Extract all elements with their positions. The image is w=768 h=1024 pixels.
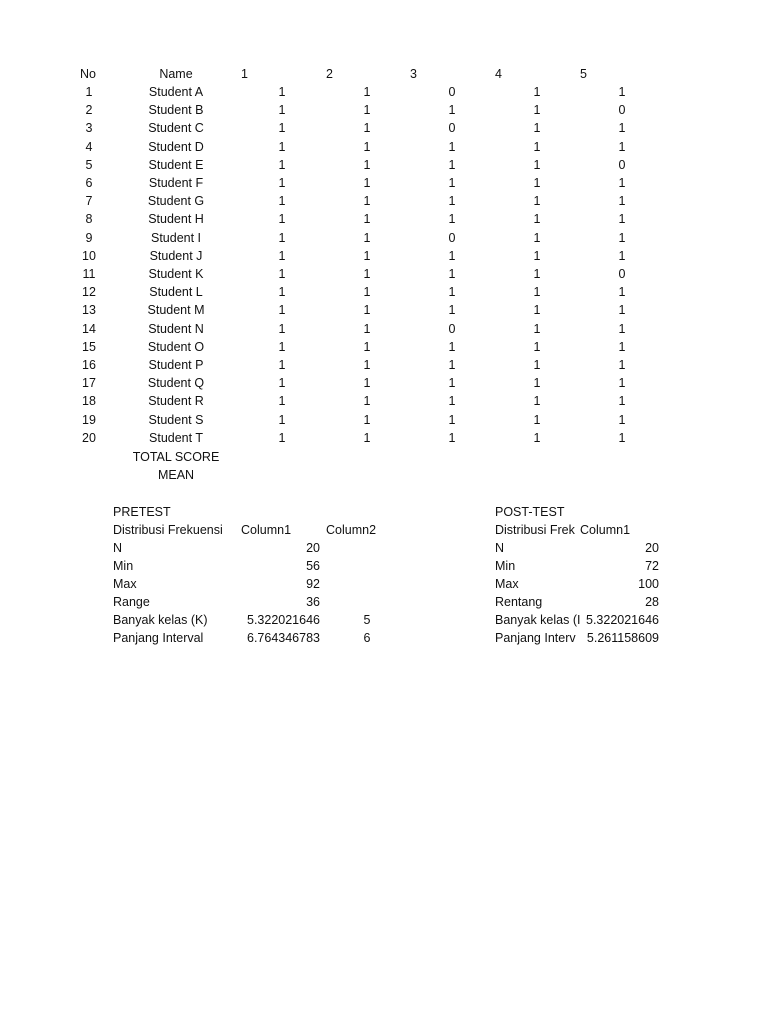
score-q3: 1 bbox=[448, 103, 456, 117]
score-q2: 1 bbox=[363, 249, 371, 263]
header-q2: 2 bbox=[326, 67, 333, 81]
student-name: Student I bbox=[150, 231, 202, 245]
pretest-label: Banyak kelas (K) bbox=[113, 613, 208, 627]
score-q4: 1 bbox=[533, 103, 541, 117]
score-q5: 1 bbox=[618, 303, 626, 317]
score-q3: 1 bbox=[448, 267, 456, 281]
score-q1: 1 bbox=[278, 340, 286, 354]
score-q2: 1 bbox=[363, 340, 371, 354]
score-q5: 1 bbox=[618, 431, 626, 445]
score-q5: 0 bbox=[618, 103, 626, 117]
row-number: 3 bbox=[85, 121, 93, 135]
score-q4: 1 bbox=[533, 140, 541, 154]
score-q5: 1 bbox=[618, 322, 626, 336]
score-q2: 1 bbox=[363, 413, 371, 427]
score-q3: 1 bbox=[448, 249, 456, 263]
score-q2: 1 bbox=[363, 322, 371, 336]
row-number: 15 bbox=[82, 340, 96, 354]
score-q5: 1 bbox=[618, 140, 626, 154]
header-q1: 1 bbox=[241, 67, 248, 81]
pretest-col1: 92 bbox=[306, 577, 320, 591]
posttest-header-label: Distribusi Frek bbox=[495, 523, 575, 537]
score-q4: 1 bbox=[533, 121, 541, 135]
row-number: 10 bbox=[82, 249, 96, 263]
pretest-col1: 6.764346783 bbox=[247, 631, 320, 645]
score-q3: 1 bbox=[448, 413, 456, 427]
row-number: 9 bbox=[85, 231, 93, 245]
score-q3: 1 bbox=[448, 394, 456, 408]
score-q1: 1 bbox=[278, 376, 286, 390]
header-no: No bbox=[80, 67, 96, 81]
score-q3: 1 bbox=[448, 340, 456, 354]
posttest-col1: 5.322021646 bbox=[586, 613, 659, 627]
score-q4: 1 bbox=[533, 394, 541, 408]
score-q3: 0 bbox=[448, 231, 456, 245]
pretest-label: Max bbox=[113, 577, 137, 591]
score-q3: 1 bbox=[448, 431, 456, 445]
score-q2: 1 bbox=[363, 140, 371, 154]
posttest-col1: 72 bbox=[645, 559, 659, 573]
score-q4: 1 bbox=[533, 413, 541, 427]
score-q4: 1 bbox=[533, 285, 541, 299]
score-q3: 0 bbox=[448, 121, 456, 135]
score-q4: 1 bbox=[533, 176, 541, 190]
score-q5: 1 bbox=[618, 285, 626, 299]
row-number: 16 bbox=[82, 358, 96, 372]
score-q4: 1 bbox=[533, 231, 541, 245]
total-score-label: TOTAL SCORE bbox=[132, 450, 220, 464]
student-name: Student S bbox=[148, 413, 204, 427]
row-number: 4 bbox=[85, 140, 93, 154]
header-name: Name bbox=[159, 67, 193, 81]
pretest-col2: 5 bbox=[363, 613, 371, 627]
score-q4: 1 bbox=[533, 267, 541, 281]
score-q1: 1 bbox=[278, 394, 286, 408]
student-name: Student H bbox=[148, 212, 204, 226]
score-q4: 1 bbox=[533, 358, 541, 372]
posttest-col1: 20 bbox=[645, 541, 659, 555]
row-number: 1 bbox=[85, 85, 93, 99]
score-q4: 1 bbox=[533, 85, 541, 99]
score-q4: 1 bbox=[533, 249, 541, 263]
score-q4: 1 bbox=[533, 322, 541, 336]
score-q3: 0 bbox=[448, 85, 456, 99]
score-q4: 1 bbox=[533, 340, 541, 354]
posttest-label: Rentang bbox=[495, 595, 543, 609]
score-q2: 1 bbox=[363, 285, 371, 299]
score-q1: 1 bbox=[278, 413, 286, 427]
row-number: 7 bbox=[85, 194, 93, 208]
pretest-label: N bbox=[113, 541, 123, 555]
pretest-col1: 20 bbox=[306, 541, 320, 555]
score-q1: 1 bbox=[278, 176, 286, 190]
score-q3: 1 bbox=[448, 176, 456, 190]
score-q5: 0 bbox=[618, 158, 626, 172]
student-name: Student C bbox=[148, 121, 204, 135]
row-number: 13 bbox=[82, 303, 96, 317]
score-q4: 1 bbox=[533, 158, 541, 172]
score-q2: 1 bbox=[363, 267, 371, 281]
student-name: Student L bbox=[149, 285, 203, 299]
posttest-col1: 5.261158609 bbox=[586, 631, 659, 645]
score-q5: 1 bbox=[618, 376, 626, 390]
student-name: Student Q bbox=[147, 376, 205, 390]
score-q5: 1 bbox=[618, 231, 626, 245]
score-q4: 1 bbox=[533, 194, 541, 208]
score-q1: 1 bbox=[278, 103, 286, 117]
row-number: 11 bbox=[82, 267, 96, 281]
score-q5: 0 bbox=[618, 267, 626, 281]
score-q3: 1 bbox=[448, 285, 456, 299]
score-q1: 1 bbox=[278, 140, 286, 154]
posttest-label: Min bbox=[495, 559, 516, 573]
score-q5: 1 bbox=[618, 194, 626, 208]
row-number: 12 bbox=[82, 285, 96, 299]
posttest-col1: 28 bbox=[645, 595, 659, 609]
score-q1: 1 bbox=[278, 322, 286, 336]
student-name: Student T bbox=[149, 431, 203, 445]
score-q5: 1 bbox=[618, 413, 626, 427]
score-q5: 1 bbox=[618, 340, 626, 354]
student-name: Student G bbox=[147, 194, 205, 208]
score-q1: 1 bbox=[278, 267, 286, 281]
score-q2: 1 bbox=[363, 121, 371, 135]
score-q4: 1 bbox=[533, 431, 541, 445]
student-name: Student M bbox=[147, 303, 205, 317]
pretest-title: PRETEST bbox=[113, 505, 171, 519]
student-name: Student E bbox=[148, 158, 204, 172]
score-q2: 1 bbox=[363, 358, 371, 372]
row-number: 5 bbox=[85, 158, 93, 172]
score-q1: 1 bbox=[278, 249, 286, 263]
score-q4: 1 bbox=[533, 376, 541, 390]
student-name: Student J bbox=[149, 249, 203, 263]
score-q5: 1 bbox=[618, 394, 626, 408]
score-q3: 1 bbox=[448, 376, 456, 390]
posttest-label: Max bbox=[495, 577, 519, 591]
score-q3: 1 bbox=[448, 212, 456, 226]
mean-label: MEAN bbox=[157, 468, 195, 482]
score-q5: 1 bbox=[618, 176, 626, 190]
score-q5: 1 bbox=[618, 121, 626, 135]
student-name: Student F bbox=[148, 176, 204, 190]
header-q5: 5 bbox=[580, 67, 587, 81]
row-number: 20 bbox=[82, 431, 96, 445]
student-name: Student R bbox=[148, 394, 204, 408]
score-q4: 1 bbox=[533, 303, 541, 317]
row-number: 8 bbox=[85, 212, 93, 226]
student-name: Student O bbox=[147, 340, 205, 354]
score-q3: 1 bbox=[448, 194, 456, 208]
pretest-label: Panjang Interval bbox=[113, 631, 204, 645]
score-q2: 1 bbox=[363, 158, 371, 172]
pretest-label: Min bbox=[113, 559, 134, 573]
row-number: 19 bbox=[82, 413, 96, 427]
score-q1: 1 bbox=[278, 85, 286, 99]
score-q4: 1 bbox=[533, 212, 541, 226]
score-q2: 1 bbox=[363, 231, 371, 245]
score-q3: 1 bbox=[448, 303, 456, 317]
student-name: Student N bbox=[148, 322, 204, 336]
score-q1: 1 bbox=[278, 303, 286, 317]
score-q1: 1 bbox=[278, 121, 286, 135]
score-q1: 1 bbox=[278, 358, 286, 372]
score-q5: 1 bbox=[618, 249, 626, 263]
score-q2: 1 bbox=[363, 376, 371, 390]
pretest-col1: 36 bbox=[306, 595, 320, 609]
pretest-header-col2: Column2 bbox=[326, 523, 377, 537]
score-q1: 1 bbox=[278, 231, 286, 245]
score-q1: 1 bbox=[278, 194, 286, 208]
score-q5: 1 bbox=[618, 85, 626, 99]
student-name: Student D bbox=[148, 140, 204, 154]
score-q2: 1 bbox=[363, 85, 371, 99]
student-name: Student B bbox=[148, 103, 204, 117]
score-q5: 1 bbox=[618, 212, 626, 226]
pretest-header-label: Distribusi Frekuensi bbox=[113, 523, 223, 537]
posttest-label: N bbox=[495, 541, 505, 555]
score-q1: 1 bbox=[278, 158, 286, 172]
row-number: 18 bbox=[82, 394, 96, 408]
score-q3: 0 bbox=[448, 322, 456, 336]
score-q2: 1 bbox=[363, 303, 371, 317]
score-q3: 1 bbox=[448, 158, 456, 172]
pretest-col1: 56 bbox=[306, 559, 320, 573]
posttest-col1: 100 bbox=[638, 577, 659, 591]
row-number: 14 bbox=[82, 322, 96, 336]
student-name: Student A bbox=[148, 85, 204, 99]
header-q3: 3 bbox=[410, 67, 417, 81]
score-q1: 1 bbox=[278, 431, 286, 445]
score-q2: 1 bbox=[363, 212, 371, 226]
pretest-label: Range bbox=[113, 595, 150, 609]
score-q1: 1 bbox=[278, 212, 286, 226]
score-q2: 1 bbox=[363, 194, 371, 208]
posttest-label: Banyak kelas (I bbox=[495, 613, 581, 627]
student-name: Student P bbox=[148, 358, 204, 372]
score-q2: 1 bbox=[363, 103, 371, 117]
posttest-label: Panjang Interv bbox=[495, 631, 576, 645]
pretest-col1: 5.322021646 bbox=[247, 613, 320, 627]
pretest-col2: 6 bbox=[363, 631, 371, 645]
score-q2: 1 bbox=[363, 394, 371, 408]
posttest-title: POST-TEST bbox=[495, 505, 565, 519]
row-number: 17 bbox=[82, 376, 96, 390]
row-number: 6 bbox=[85, 176, 93, 190]
header-q4: 4 bbox=[495, 67, 502, 81]
score-q5: 1 bbox=[618, 358, 626, 372]
score-q3: 1 bbox=[448, 140, 456, 154]
score-q2: 1 bbox=[363, 431, 371, 445]
pretest-header-col1: Column1 bbox=[241, 523, 292, 537]
row-number: 2 bbox=[85, 103, 93, 117]
score-q2: 1 bbox=[363, 176, 371, 190]
posttest-header-col1: Column1 bbox=[580, 523, 631, 537]
score-q3: 1 bbox=[448, 358, 456, 372]
score-q1: 1 bbox=[278, 285, 286, 299]
student-name: Student K bbox=[148, 267, 204, 281]
